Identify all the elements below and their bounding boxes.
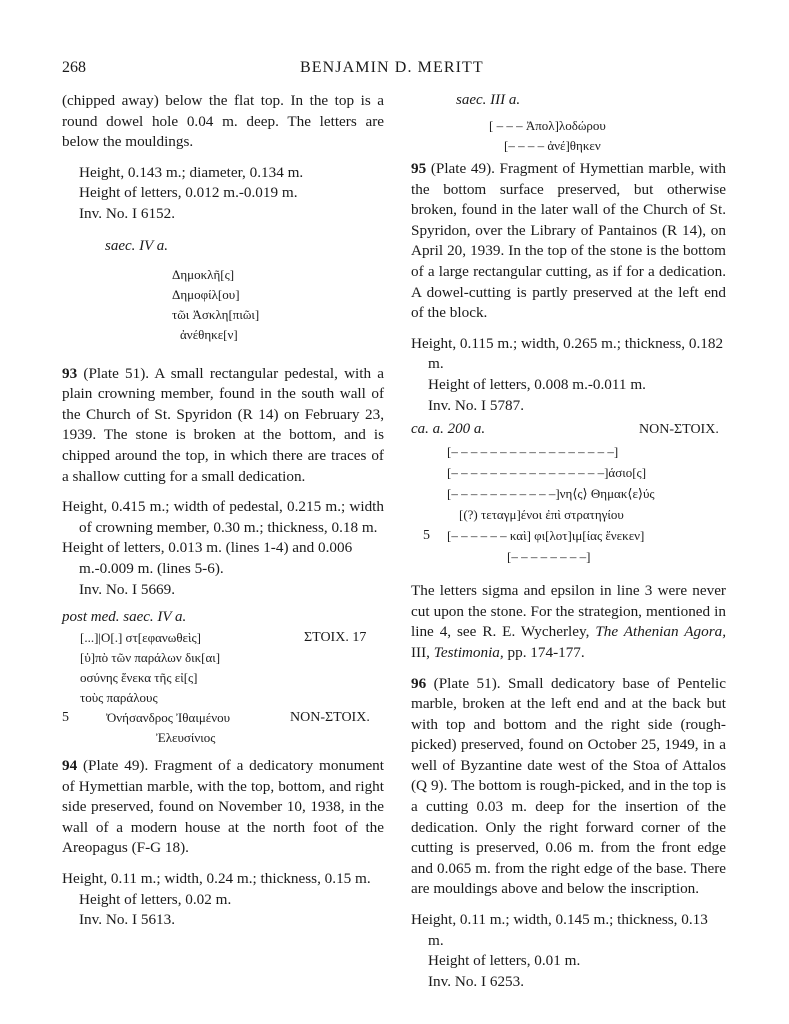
measurement-line: Height, 0.143 m.; diameter, 0.134 m. [79,163,304,181]
entry-text: (Plate 51). Small dedicatory base of Pentelic marble, broken at the left end and at the back but with top and bottom and the right side (rough-picked) preserved, found on October 25, 1949, in a well of Byzantine date west of the Stoa of Attalos (Q 9). The bottom is rough-picked, and in the top is a cutting 0.03 m. deep for the insertion of the dedication. Only the right forward corner of the cutting is preserved, 0.06 m. from the front edge and 0.065 m. from the right edge of the base. There are mouldings above and below the inscription. [411,674,727,898]
measurement-line: Height, 0.11 m.; width, 0.24 m.; thickness, 0.15 m. [62,870,371,888]
entry-number: 95 [411,160,427,177]
commentary-95 [411,581,726,663]
inscription-94 [411,91,726,151]
measurements-95 [411,334,726,416]
inscription-line: ἀνέθηκε[ν] [180,326,238,342]
measurement-line: Height of letters, 0.012 m.-0.019 m. [79,184,298,202]
stoichedon-label: ΣΤΟΙΧ. 17 [304,630,367,646]
inscription-95 [411,420,726,565]
inscription-line: [...]|Ο[.] στ[εφανωθεὶς] [80,630,201,646]
inscription-line: Δημοκλῆ[ς] [172,266,235,282]
inscription-line: τῶι Ἀσκλη[πιῶι] [172,306,260,322]
citation-title: Testimonia, [433,643,504,661]
page-number: 268 [62,59,86,76]
inscription-line: [ – – – Ἀπολ]λοδώρου [489,118,606,133]
measurements-94 [62,869,384,931]
measurement-line: Inv. No. I 5669. [79,580,176,598]
measurement-line: Height, 0.115 m.; width, 0.265 m.; thickness, 0.182 m. [411,334,724,373]
line-number: 5 [62,710,69,726]
non-stoichedon-label: NON-ΣΤΟΙΧ. [639,422,719,438]
measurements-96 [411,910,726,992]
commentary-text: III, [411,643,430,661]
entry-94 [62,756,384,859]
running-head: BENJAMIN D. MERITT [300,59,484,76]
commentary-text: The letters sigma and epsilon in line 3 were never cut upon the stone. For the strategion, mentioned in line 4, see R. E. Wycherley, [411,582,726,641]
entry-number: 94 [62,757,78,775]
line-number: 5 [423,528,430,544]
inscription-line: [– – – – – – – – – – – – – – – – –] [447,444,619,460]
inscription-date: ca. a. 200 a. [411,421,486,438]
inscription-date: saec. IV a. [105,237,169,254]
measurement-line: Height of letters, 0.013 m. (lines 1-4) and 0.006 m.-0.009 m. (lines 5-6). [62,539,353,577]
entry-96 [411,674,726,901]
commentary-text: pp. 174-177. [507,643,585,661]
left-column [62,91,384,931]
measurement-line: Height of letters, 0.008 m.-0.011 m. [428,375,646,393]
entry-93 [62,364,384,488]
entry-95 [411,159,726,324]
measurement-line: Inv. No. I 5613. [79,911,176,929]
inscription-line: [ὑ]πὸ τῶν παράλων δικ[αι] [80,650,221,666]
measurement-line: Inv. No. I 5787. [428,396,525,414]
inscription-line: Ἐλευσίνιος [156,730,216,746]
inscription-92 [62,237,384,342]
entry-number: 93 [62,364,78,382]
inscription-93 [62,608,384,746]
inscription-line: [– – – – – – – –] [507,549,591,565]
measurement-line: Height, 0.415 m.; width of pedestal, 0.215 m.; width of crowning member, 0.30 m.; thickness, 0.18 m. [62,498,384,536]
inscription-line: [– – – – – – – – – – – – – – – –]άσιο[ς] [447,465,647,481]
inscription-date: post med. saec. IV a. [62,609,187,626]
entry-text: (Plate 51). A small rectangular pedestal, with a plain crowning member, found in the south wall of the Church of St. Spyridon (R 14) on February 23, 1939. The stone is broken at the bottom, and is chipped around the top, in which there are traces of a shallow cutting for a small dedication. [62,364,385,485]
right-column [411,91,726,992]
entry-number: 96 [411,674,427,692]
measurement-line: Height, 0.11 m.; width, 0.145 m.; thickness, 0.13 m. [411,911,708,949]
inscription-line: τοὺς παράλους [80,690,158,706]
inscription-line: Ὀνήσανδρος Ἰθαιμένου [106,710,231,726]
measurement-line: Inv. No. I 6152. [79,204,176,222]
measurement-line: Inv. No. I 6253. [428,972,525,990]
inscription-line: [(?) τεταγμ]ένοι ἐπὶ στρατηγίου [459,507,624,523]
non-stoichedon-label: NON-ΣΤΟΙΧ. [290,710,370,726]
measurements-92 [62,163,384,225]
inscription-line: Δημοφίλ[ου] [172,286,240,302]
inscription-date: saec. III a. [456,92,521,108]
measurement-line: Height of letters, 0.02 m. [79,890,232,908]
entry-text: (Plate 49). Fragment of Hymettian marble, with the bottom surface preserved, but otherwise broken, found in the later wall of the Church of St. Spyridon, over the Library of Pantainos (R 14), on April 20, 1939. In the top of the stone is the bottom of a large rectangular cutting, as if for a dedication. A dowel-cutting is partly preserved at the left end of the block. [411,160,727,322]
intro-paragraph: (chipped away) below the flat top. In the top is a round dowel hole 0.04 m. deep. The letters are below the mouldings. [62,92,384,151]
entry-text: (Plate 49). Fragment of a dedicatory monument of Hymettian marble, with the top, bottom, and right side preserved, found on November 10, 1938, in the wall of a modern house at the north foot of the Areopagus (F-G 18). [62,757,384,857]
inscription-line: οσύνης ἕνεκα τῆς εἰ[ς] [80,670,198,686]
measurements-93 [62,497,384,600]
measurement-line: Height of letters, 0.01 m. [428,952,581,970]
citation-title: The Athenian Agora, [595,623,726,641]
inscription-line: [– – – – ἀνέ]θηκεν [504,138,601,153]
inscription-line: [– – – – – – – – – – –]νη⟨ς⟩ Θημακ⟨ε⟩ύς [447,486,655,502]
inscription-line: [– – – – – – καὶ] φι[λοτ]ιμ[ίας ἕνεκεν] [447,528,645,544]
